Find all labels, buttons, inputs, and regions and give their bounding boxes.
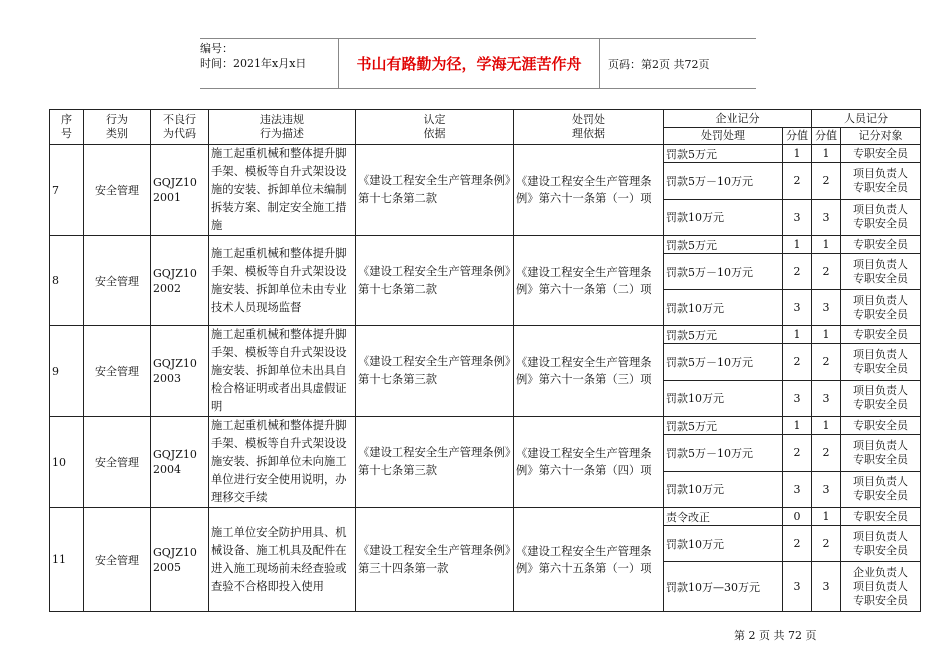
sub-action: 罚款10万元	[664, 290, 783, 326]
table-row	[50, 236, 921, 254]
sub-target: 企业负责人 项目负责人 专职安全员	[841, 562, 921, 612]
sub-score: 3	[783, 562, 812, 612]
sub-target: 专职安全员	[841, 508, 921, 526]
sub-pscore: 3	[812, 562, 841, 612]
sub-action: 罚款5万元	[664, 417, 783, 435]
row-category: 安全管理	[84, 236, 151, 326]
row-code: GQJZ10 2005	[151, 508, 209, 612]
sub-pscore: 1	[812, 508, 841, 526]
sub-action: 罚款10万元	[664, 380, 783, 416]
sub-pscore: 1	[812, 417, 841, 435]
sub-score: 1	[783, 145, 812, 163]
sub-score: 2	[783, 254, 812, 290]
sub-score: 1	[783, 326, 812, 344]
sub-score: 2	[783, 526, 812, 562]
sub-action: 罚款10万元	[664, 199, 783, 235]
sub-target: 专职安全员	[841, 145, 921, 163]
sub-action: 罚款10万元	[664, 471, 783, 507]
sub-target: 项目负责人 专职安全员	[841, 290, 921, 326]
sub-target: 项目负责人 专职安全员	[841, 435, 921, 471]
sub-pscore: 1	[812, 145, 841, 163]
row-category: 安全管理	[84, 508, 151, 612]
sub-pscore: 3	[812, 199, 841, 235]
header-personnel: 人员记分	[812, 110, 921, 128]
row-desc: 施工起重机械和整体提升脚手架、模板等自升式架设设施的安装、拆卸单位未编制拆装方案、制定安全施工措施	[209, 145, 356, 236]
row-basis: 《建设工程安全生产管理条例》第十七条第三款	[356, 417, 514, 508]
row-desc: 施工单位安全防护用具、机械设备、施工机具及配件在进入施工现场前未经查验或查验不合格即投入使用	[209, 508, 356, 612]
sub-action: 罚款5万元	[664, 236, 783, 254]
sub-score: 0	[783, 508, 812, 526]
sub-target: 项目负责人 专职安全员	[841, 199, 921, 235]
sub-pscore: 3	[812, 380, 841, 416]
row-penalty-basis: 《建设工程安全生产管理条例》第六十五条第（一）项	[514, 508, 664, 612]
table-row	[50, 508, 921, 526]
header-enterprise: 企业记分	[664, 110, 812, 128]
sub-score: 3	[783, 290, 812, 326]
sub-pscore: 2	[812, 254, 841, 290]
sub-score: 3	[783, 471, 812, 507]
sub-action: 罚款5万元	[664, 326, 783, 344]
row-penalty-basis: 《建设工程安全生产管理条例》第六十一条第（三）项	[514, 326, 664, 417]
sub-target: 项目负责人 专职安全员	[841, 254, 921, 290]
sub-pscore: 2	[812, 163, 841, 199]
header-seq: 序 号	[50, 110, 84, 145]
row-category: 安全管理	[84, 145, 151, 236]
sub-score: 2	[783, 435, 812, 471]
row-seq: 9	[50, 326, 84, 417]
sub-action: 罚款10万—30万元	[664, 562, 783, 612]
row-basis: 《建设工程安全生产管理条例》第十七条第二款	[356, 236, 514, 326]
sub-pscore: 2	[812, 344, 841, 380]
penalty-table	[49, 109, 921, 612]
page-header	[200, 38, 756, 89]
sub-target: 专职安全员	[841, 236, 921, 254]
row-basis: 《建设工程安全生产管理条例》第十七条第三款	[356, 326, 514, 417]
row-penalty-basis: 《建设工程安全生产管理条例》第六十一条第（四）项	[514, 417, 664, 508]
header-desc: 违法违规 行为描述	[209, 110, 356, 145]
sub-action: 罚款10万元	[664, 526, 783, 562]
sub-action: 罚款5万－10万元	[664, 254, 783, 290]
table-row	[50, 145, 921, 163]
sub-action: 责令改正	[664, 508, 783, 526]
sub-pscore: 3	[812, 471, 841, 507]
sub-action: 罚款5万－10万元	[664, 435, 783, 471]
sub-target: 专职安全员	[841, 417, 921, 435]
sub-action: 罚款5万－10万元	[664, 163, 783, 199]
row-code: GQJZ10 2003	[151, 326, 209, 417]
row-code: GQJZ10 2004	[151, 417, 209, 508]
sub-score: 1	[783, 417, 812, 435]
row-category: 安全管理	[84, 326, 151, 417]
header-action: 处罚处理	[664, 128, 783, 145]
page-label: 页码：第2页 共72页	[608, 57, 710, 71]
number-label: 编号：	[200, 42, 233, 55]
row-seq: 11	[50, 508, 84, 612]
sub-pscore: 1	[812, 326, 841, 344]
sub-pscore: 2	[812, 435, 841, 471]
sub-score: 2	[783, 163, 812, 199]
header-penalty-basis: 处罚处 理依据	[514, 110, 664, 145]
header-basis: 认定 依据	[356, 110, 514, 145]
header-code: 不良行 为代码	[151, 110, 209, 145]
row-basis: 《建设工程安全生产管理条例》第三十四条第一款	[356, 508, 514, 612]
sub-score: 1	[783, 236, 812, 254]
sub-pscore: 1	[812, 236, 841, 254]
row-code: GQJZ10 2002	[151, 236, 209, 326]
sub-target: 项目负责人 专职安全员	[841, 471, 921, 507]
row-seq: 10	[50, 417, 84, 508]
row-seq: 8	[50, 236, 84, 326]
row-desc: 施工起重机械和整体提升脚手架、模板等自升式架设设施安装、拆卸单位未由专业技术人员现场监督	[209, 236, 356, 326]
sub-score: 3	[783, 380, 812, 416]
sub-pscore: 2	[812, 526, 841, 562]
header-pscore: 分值	[812, 128, 841, 145]
header-category: 行为 类别	[84, 110, 151, 145]
sub-action: 罚款5万－10万元	[664, 344, 783, 380]
page-footer: 第 2 页 共 72 页	[734, 629, 817, 642]
header-meta	[200, 39, 338, 88]
sub-target: 项目负责人 专职安全员	[841, 526, 921, 562]
sub-target: 项目负责人 专职安全员	[841, 380, 921, 416]
header-score: 分值	[783, 128, 812, 145]
sub-score: 3	[783, 199, 812, 235]
header-target: 记分对象	[841, 128, 921, 145]
sub-action: 罚款5万元	[664, 145, 783, 163]
sub-target: 项目负责人 专职安全员	[841, 163, 921, 199]
row-basis: 《建设工程安全生产管理条例》第十七条第二款	[356, 145, 514, 236]
motto: 书山有路勤为径，学海无涯苦作舟	[338, 39, 600, 88]
row-penalty-basis: 《建设工程安全生产管理条例》第六十一条第（一）项	[514, 145, 664, 236]
row-seq: 7	[50, 145, 84, 236]
time-label: 时间：2021年x月x日	[200, 57, 307, 70]
row-penalty-basis: 《建设工程安全生产管理条例》第六十一条第（二）项	[514, 236, 664, 326]
table-row	[50, 326, 921, 344]
row-category: 安全管理	[84, 417, 151, 508]
row-desc: 施工起重机械和整体提升脚手架、模板等自升式架设设施安装、拆卸单位未向施工单位进行安全使用说明，办理移交手续	[209, 417, 356, 508]
table-row	[50, 417, 921, 435]
row-code: GQJZ10 2001	[151, 145, 209, 236]
sub-pscore: 3	[812, 290, 841, 326]
sub-target: 专职安全员	[841, 326, 921, 344]
sub-score: 2	[783, 344, 812, 380]
sub-target: 项目负责人 专职安全员	[841, 344, 921, 380]
row-desc: 施工起重机械和整体提升脚手架、模板等自升式架设设施安装、拆卸单位未出具自检合格证明或者出具虚假证明	[209, 326, 356, 417]
